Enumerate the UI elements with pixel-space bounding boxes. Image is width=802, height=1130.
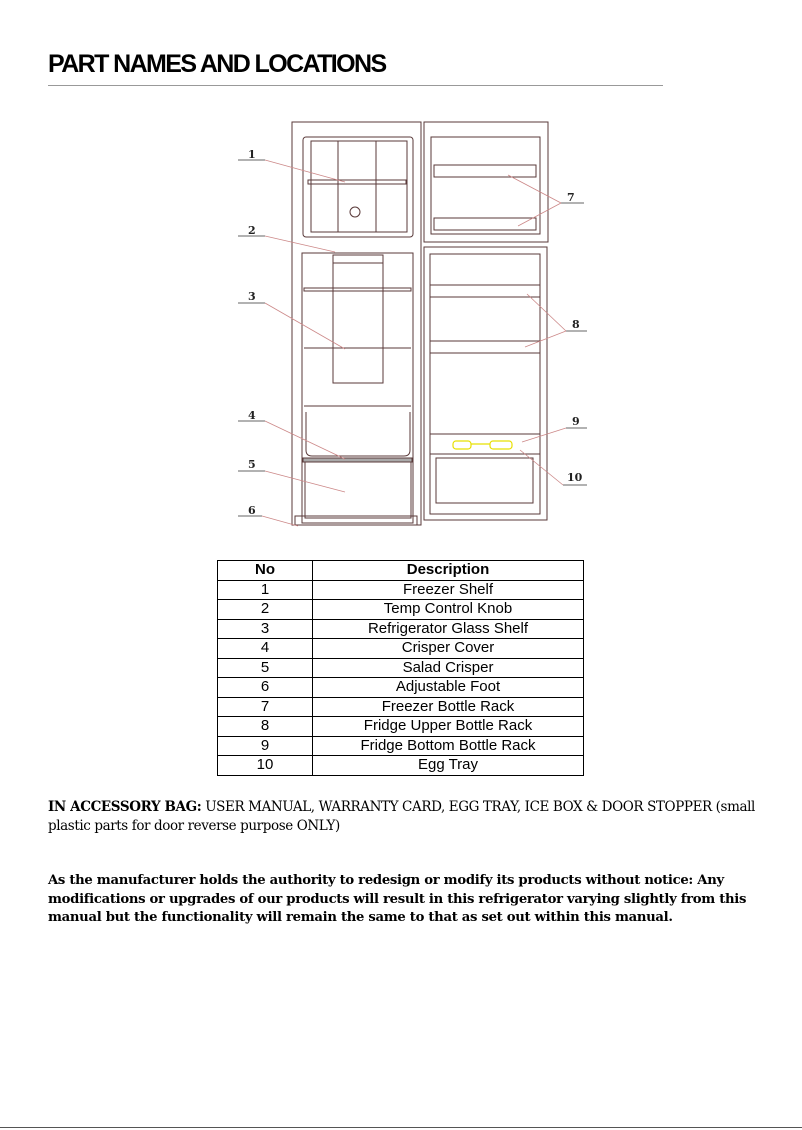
part-no: 3 <box>218 619 313 639</box>
accessory-text: USER MANUAL, WARRANTY CARD, EGG TRAY, ICE BOX & DOOR STOPPER (small plastic parts for door reverse purpose ONLY) <box>48 799 755 834</box>
callout-3: 3 <box>248 290 256 303</box>
part-no: 7 <box>218 697 313 717</box>
part-no: 1 <box>218 580 313 600</box>
freezer-shelf <box>308 180 406 184</box>
table-row <box>218 619 584 639</box>
freezer-bottle-rack-lower <box>434 218 536 230</box>
table-row <box>218 717 584 737</box>
part-no: 9 <box>218 736 313 756</box>
callout-4: 4 <box>248 409 256 422</box>
part-description: Temp Control Knob <box>313 600 584 620</box>
part-description: Fridge Upper Bottle Rack <box>313 717 584 737</box>
accessory-bag-note <box>48 798 768 836</box>
table-row <box>218 600 584 620</box>
part-description: Freezer Bottle Rack <box>313 697 584 717</box>
freezer-compartment <box>303 137 413 237</box>
part-no: 6 <box>218 678 313 698</box>
callout-8: 8 <box>572 318 580 331</box>
part-no: 2 <box>218 600 313 620</box>
part-description: Salad Crisper <box>313 658 584 678</box>
callout-6: 6 <box>248 504 256 517</box>
parts-table <box>217 560 584 776</box>
part-description: Freezer Shelf <box>313 580 584 600</box>
fridge-compartment <box>302 253 413 523</box>
part-description: Fridge Bottom Bottle Rack <box>313 736 584 756</box>
glass-shelf <box>304 288 411 291</box>
table-row <box>218 756 584 776</box>
temp-control-knob <box>333 255 383 263</box>
page-title: PART NAMES AND LOCATIONS <box>48 50 386 78</box>
part-description: Crisper Cover <box>313 639 584 659</box>
egg-tray <box>453 441 512 449</box>
part-no: 8 <box>218 717 313 737</box>
callout-7: 7 <box>567 191 575 204</box>
footer-divider <box>0 1127 802 1128</box>
header-description: Description <box>313 561 584 581</box>
table-row <box>218 639 584 659</box>
table-row <box>218 736 584 756</box>
callout-5: 5 <box>248 458 256 471</box>
callout-10: 10 <box>567 471 583 484</box>
part-description: Refrigerator Glass Shelf <box>313 619 584 639</box>
crisper-cover <box>303 458 412 462</box>
adjustable-foot <box>295 516 417 525</box>
part-no: 5 <box>218 658 313 678</box>
freezer-door <box>424 122 548 242</box>
table-row <box>218 658 584 678</box>
accessory-label: IN ACCESSORY BAG: <box>48 799 202 815</box>
part-description: Adjustable Foot <box>313 678 584 698</box>
table-header <box>218 561 584 581</box>
callout-1: 1 <box>248 148 256 161</box>
manufacturer-notice: As the manufacturer holds the authority to redesign or modify its products without notice: Any modifications or upgrades of our products will result in this refrigerator varying slightly from this manual but the functionality will remain the same to that as set out within this manual. <box>48 873 747 925</box>
table-row <box>218 697 584 717</box>
refrigerator-diagram <box>0 0 802 545</box>
freezer-bottle-rack-upper <box>434 165 536 177</box>
callout-9: 9 <box>572 415 580 428</box>
callout-2: 2 <box>248 224 256 237</box>
salad-crisper <box>305 462 411 518</box>
fridge-door <box>424 247 547 520</box>
fridge-upper-bottle-rack <box>430 285 540 297</box>
table-row <box>218 678 584 698</box>
part-no: 10 <box>218 756 313 776</box>
table-row <box>218 580 584 600</box>
part-description: Egg Tray <box>313 756 584 776</box>
header-no: No <box>218 561 313 581</box>
part-no: 4 <box>218 639 313 659</box>
